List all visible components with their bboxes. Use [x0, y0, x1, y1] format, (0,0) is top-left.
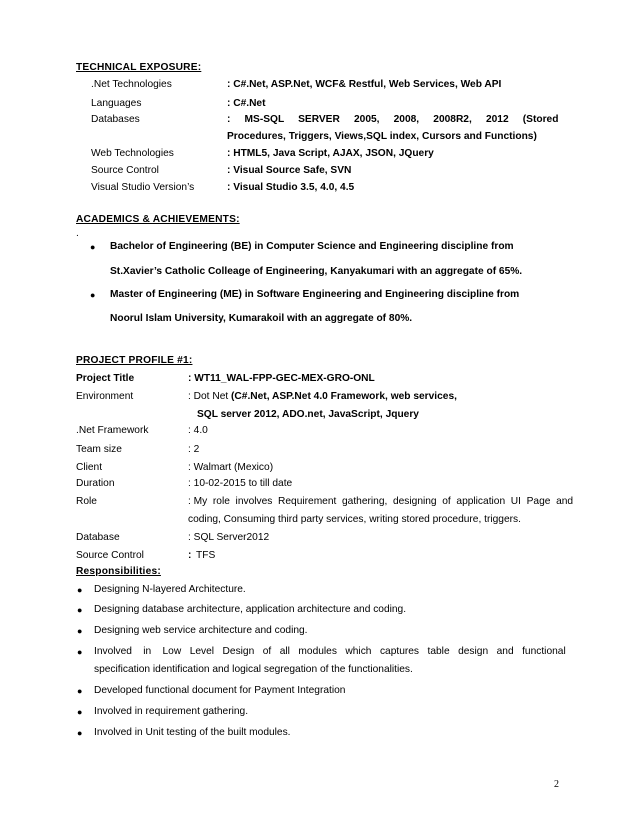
- project-row-database: [0, 532, 638, 548]
- responsibility-item: Designing N-layered Architecture.: [94, 584, 246, 595]
- tech-value: : HTML5, Java Script, AJAX, JSON, JQuery: [227, 148, 434, 159]
- tech-value: : C#.Net: [227, 98, 266, 109]
- academic-item-line: Noorul Islam University, Kumarakoil with an aggregate of 80%.: [110, 313, 413, 324]
- page-number: 2: [554, 779, 559, 790]
- tech-label: .Net Technologies: [91, 79, 172, 90]
- project-profile-heading: PROJECT PROFILE #1:: [76, 355, 193, 366]
- project-label: Source Control: [76, 550, 144, 561]
- project-value-continuation: coding, Consuming third party services, writing stored procedure, triggers.: [188, 514, 521, 525]
- tech-row-source-control: [0, 165, 638, 181]
- environment-detail: (C#.Net, ASP.Net 4.0 Framework, web services,: [231, 391, 457, 402]
- tech-row-databases-cont: [0, 131, 638, 147]
- tech-value: : MS-SQL SERVER 2005, 2008, 2008R2, 2012 (Stored: [227, 114, 559, 125]
- academic-item-line: Master of Engineering (ME) in Software Engineering and Engineering discipline from: [110, 289, 520, 300]
- bullet-icon: ●: [77, 686, 83, 696]
- project-label: .Net Framework: [76, 425, 149, 436]
- project-row-source-control: [0, 550, 638, 566]
- project-row-client: [0, 462, 638, 478]
- tech-label: Visual Studio Version’s: [91, 182, 195, 193]
- project-row-duration: [0, 478, 638, 494]
- tech-row-dotnet: [0, 79, 638, 95]
- bullet-icon: ●: [77, 707, 83, 717]
- project-label: Role: [76, 496, 97, 507]
- tech-label: Languages: [91, 98, 142, 109]
- project-value: : 4.0: [188, 425, 208, 436]
- responsibility-item: Involved in Unit testing of the built modules.: [94, 727, 291, 738]
- academics-dot: .: [76, 228, 79, 239]
- project-row-environment-cont: [0, 409, 638, 425]
- tech-row-databases: [0, 114, 638, 130]
- tech-label: Source Control: [91, 165, 159, 176]
- responsibility-item: Involved in Low Level Design of all modules which captures table design and functional: [94, 646, 566, 657]
- project-label: Client: [76, 462, 103, 473]
- project-value: : WT11_WAL-FPP-GEC-MEX-GRO-ONL: [188, 373, 375, 384]
- project-label: Environment: [76, 391, 134, 402]
- responsibilities-heading: Responsibilities:: [76, 566, 161, 577]
- project-value: TFS: [196, 550, 216, 561]
- responsibility-item: Designing web service architecture and coding.: [94, 625, 308, 636]
- tech-value-continuation: Procedures, Triggers, Views,SQL index, Cursors and Functions): [227, 131, 537, 142]
- responsibility-item: Designing database architecture, application architecture and coding.: [94, 604, 407, 615]
- project-value: : Walmart (Mexico): [188, 462, 274, 473]
- project-value-continuation: SQL server 2012, ADO.net, JavaScript, Jquery: [197, 409, 419, 420]
- project-row-environment: [0, 391, 638, 407]
- tech-value: : C#.Net, ASP.Net, WCF& Restful, Web Services, Web API: [227, 79, 502, 90]
- bullet-icon: ●: [77, 605, 83, 615]
- tech-value: : Visual Source Safe, SVN: [227, 165, 352, 176]
- project-value: [188, 391, 457, 402]
- project-row-role-cont: [0, 514, 638, 530]
- project-value: : SQL Server2012: [188, 532, 270, 543]
- project-value: : My role involves Requirement gathering, designing of application UI Page and: [188, 496, 574, 507]
- technical-exposure-heading: TECHNICAL EXPOSURE:: [76, 62, 202, 73]
- tech-row-web: [0, 148, 638, 164]
- bullet-icon: ●: [77, 728, 83, 738]
- project-row-framework: [0, 425, 638, 441]
- tech-row-visual-studio: [0, 182, 638, 198]
- project-row-role: [0, 496, 638, 512]
- responsibility-item: Developed functional document for Payment Integration: [94, 685, 346, 696]
- environment-prefix: : Dot Net: [188, 391, 232, 402]
- project-label: Team size: [76, 444, 122, 455]
- project-colon: :: [188, 550, 192, 561]
- bullet-icon: ●: [90, 242, 96, 252]
- project-label: Duration: [76, 478, 115, 489]
- academic-item-line: St.Xavier’s Catholic Colleage of Engineering, Kanyakumari with an aggregate of 65%.: [110, 266, 523, 277]
- academics-heading: ACADEMICS & ACHIEVEMENTS:: [76, 214, 240, 225]
- tech-row-languages: [0, 98, 638, 114]
- responsibility-item-continuation: specification identification and logical segregation of the functionalities.: [94, 664, 413, 675]
- project-value: : 10-02-2015 to till date: [188, 478, 293, 489]
- project-row-team-size: [0, 444, 638, 460]
- bullet-icon: ●: [77, 585, 83, 595]
- project-value: : 2: [188, 444, 200, 455]
- project-row-title: [0, 373, 638, 389]
- project-label: Project Title: [76, 373, 135, 384]
- academic-item-line: Bachelor of Engineering (BE) in Computer Science and Engineering discipline from: [110, 241, 514, 252]
- tech-label: Databases: [91, 114, 140, 125]
- tech-label: Web Technologies: [91, 148, 174, 159]
- tech-value: : Visual Studio 3.5, 4.0, 4.5: [227, 182, 355, 193]
- bullet-icon: ●: [77, 647, 83, 657]
- project-label: Database: [76, 532, 120, 543]
- bullet-icon: ●: [77, 626, 83, 636]
- bullet-icon: ●: [90, 290, 96, 300]
- responsibility-item: Involved in requirement gathering.: [94, 706, 249, 717]
